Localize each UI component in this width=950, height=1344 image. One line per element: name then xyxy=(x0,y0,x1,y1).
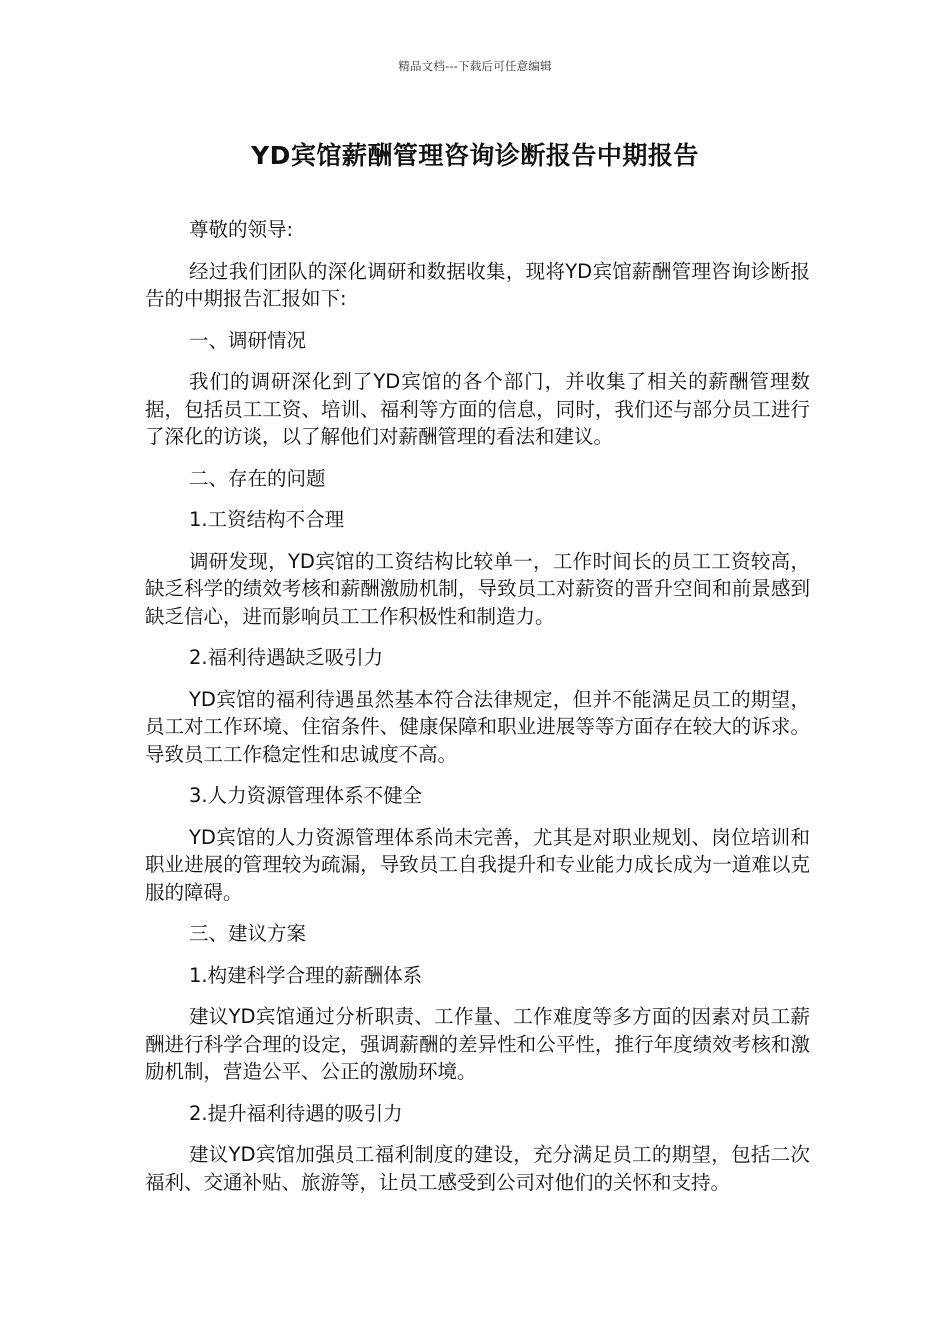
hr-system-paragraph: YD宾馆的人力资源管理体系尚未完善，尤其是对职业规划、岗位培训和职业进展的管理较为疏漏，导致员工自我提升和专业能力成长成为一道难以克服的障碍。 xyxy=(145,825,810,904)
document-body xyxy=(145,216,810,1210)
section-heading-research: 一、调研情况 xyxy=(189,328,307,352)
subheading-salary-structure: 1.工资结构不合理 xyxy=(189,508,345,531)
document-title: YD宾馆薪酬管理咨询诊断报告中期报告 xyxy=(251,141,699,170)
salary-structure-paragraph: 调研发现，YD宾馆的工资结构比较单一，工作时间长的员工工资较高，缺乏科学的绩效考核和薪酬激励机制，导致员工对薪资的晋升空间和前景感到缺乏信心，进而影响员工工作积极性和制造力。 xyxy=(145,549,810,628)
intro-paragraph: 经过我们团队的深化调研和数据收集，现将YD宾馆薪酬管理咨询诊断报告的中期报告汇报如下: xyxy=(145,259,810,310)
subheading-benefits: 2.福利待遇缺乏吸引力 xyxy=(189,646,384,669)
compensation-system-paragraph: 建议YD宾馆通过分析职责、工作量、工作难度等多方面的因素对员工薪酬进行科学合理的设定，强调薪酬的差异性和公平性，推行年度绩效考核和激励机制，营造公平、公正的激励环境。 xyxy=(145,1005,810,1083)
section-heading-proposals: 三、建议方案 xyxy=(189,922,307,945)
salutation: 尊敬的领导: xyxy=(189,218,294,241)
subheading-hr-system: 3.人力资源管理体系不健全 xyxy=(189,784,423,807)
benefit-attraction-paragraph: 建议YD宾馆加强员工福利制度的建设，充分满足员工的期望，包括二次福利、交通补贴、旅游等，让员工感受到公司对他们的关怀和支持。 xyxy=(145,1143,810,1194)
header-note: 精品文档---下载后可任意编辑 xyxy=(398,59,552,73)
section-heading-problems: 二、存在的问题 xyxy=(189,466,326,490)
benefits-paragraph: YD宾馆的福利待遇虽然基本符合法律规定，但并不能满足员工的期望，员工对工作环境、住宿条件、健康保障和职业进展等等方面存在较大的诉求。导致员工工作稳定性和忠诚度不高。 xyxy=(145,687,810,766)
subheading-benefit-attraction: 2.提升福利待遇的吸引力 xyxy=(189,1101,403,1125)
research-paragraph: 我们的调研深化到了YD宾馆的各个部门，并收集了相关的薪酬管理数据，包括员工工资、培训、福利等方面的信息，同时，我们还与部分员工进行了深化的访谈，以了解他们对薪酬管理的看法和建议。 xyxy=(145,370,810,448)
subheading-compensation-system: 1.构建科学合理的薪酬体系 xyxy=(189,963,423,987)
